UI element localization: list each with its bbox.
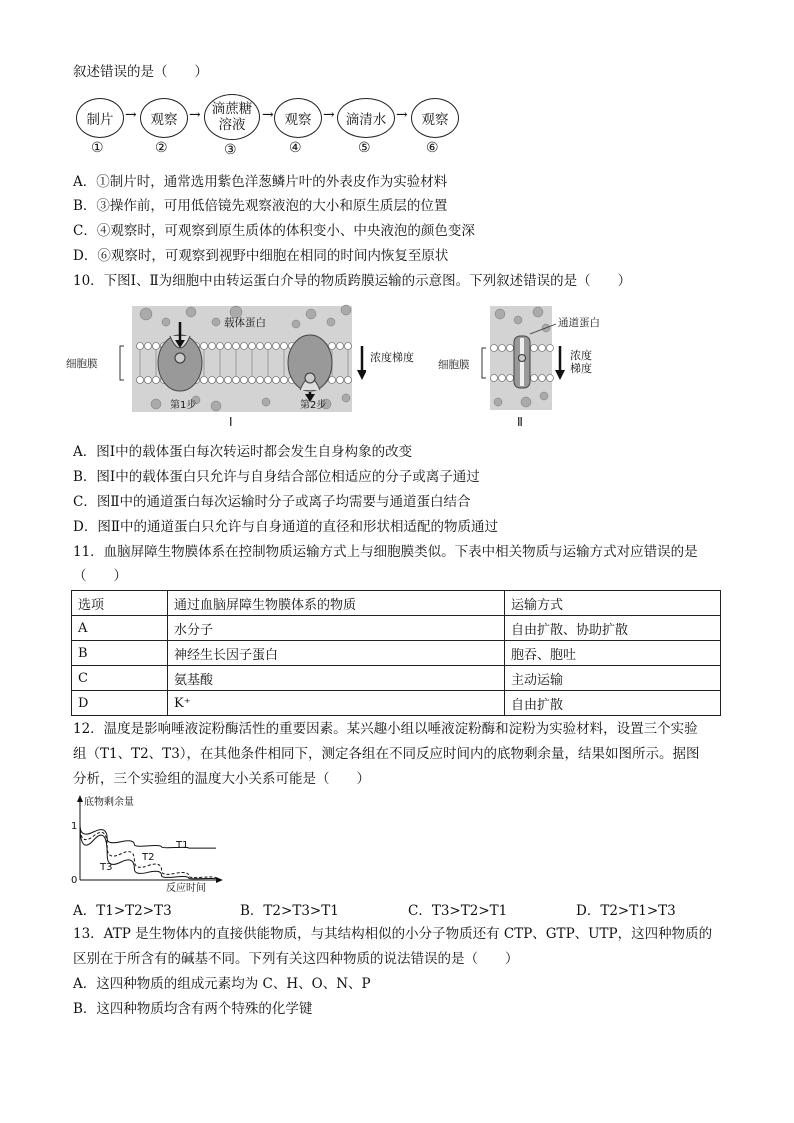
table-header-row bbox=[72, 591, 721, 616]
table-cell: 水分子 bbox=[168, 616, 505, 641]
q12-option-d: D．T2>T1>T3 bbox=[576, 903, 676, 919]
table-cell: 氨基酸 bbox=[168, 666, 505, 691]
q12-line-chart bbox=[66, 792, 236, 894]
table-cell: C bbox=[72, 666, 168, 691]
q12-stem-line1: 12．温度是影响唾液淀粉酶活性的重要因素。某兴趣小组以唾液淀粉酶和淀粉为实验材料，设置三个实验 bbox=[73, 721, 698, 737]
q13-stem-line2: 区别在于所含有的碱基不同。下列有关这四种物质的说法错误的是（ ） bbox=[73, 951, 519, 967]
table-cell: 主动运输 bbox=[505, 666, 721, 691]
arrow-icon: → bbox=[323, 107, 335, 123]
q11-table bbox=[71, 590, 721, 716]
table-row bbox=[72, 691, 721, 716]
q9-option-a: A．①制片时，通常选用紫色洋葱鳞片叶的外表皮作为实验材料 bbox=[73, 174, 448, 190]
q9-option-c: C．④观察时，可观察到原生质体的体积变小、中央液泡的颜色变深 bbox=[73, 223, 475, 239]
table-cell: 神经生长因子蛋白 bbox=[168, 641, 505, 666]
fig1-step2-label: 第2步 bbox=[300, 400, 327, 411]
fig2-gradient-label: 浓度梯度 bbox=[570, 349, 592, 375]
flow-node-1: 制片 bbox=[76, 98, 124, 138]
table-header-cell: 运输方式 bbox=[505, 591, 721, 616]
arrow-icon: → bbox=[396, 107, 408, 123]
q10-option-c: C．图Ⅱ中的通道蛋白每次运输时分子或离子均需要与通道蛋白结合 bbox=[73, 494, 471, 510]
table-cell: D bbox=[72, 691, 168, 716]
flow-num-6: ⑥ bbox=[426, 140, 439, 156]
table-row bbox=[72, 666, 721, 691]
flow-num-4: ④ bbox=[289, 140, 302, 156]
fig1-gradient-label: 浓度梯度 bbox=[370, 351, 414, 364]
fig2-channel-label: 通道蛋白 bbox=[558, 317, 600, 329]
fig1-label: Ⅰ bbox=[229, 415, 233, 429]
membrane-figure-1 bbox=[66, 300, 366, 430]
table-cell: 自由扩散 bbox=[505, 691, 721, 716]
table-cell: 自由扩散、协助扩散 bbox=[505, 616, 721, 641]
series-line-t1 bbox=[80, 825, 216, 848]
table-header-cell: 通过血脑屏障生物膜体系的物质 bbox=[168, 591, 505, 616]
q9-option-d: D．⑥观察时，可观察到视野中细胞在相同的时间内恢复至原状 bbox=[73, 248, 449, 264]
table-cell: K⁺ bbox=[168, 691, 505, 716]
flow-node-2: 观察 bbox=[140, 98, 188, 138]
series-label-t2: T2 bbox=[142, 852, 155, 863]
q13-option-b: B．这四种物质均含有两个特殊的化学键 bbox=[73, 1001, 313, 1017]
arrow-icon: → bbox=[262, 107, 274, 123]
fig1-carrier-label: 载体蛋白 bbox=[224, 317, 266, 329]
flow-num-5: ⑤ bbox=[358, 140, 371, 156]
q12-option-a: A．T1>T2>T3 bbox=[73, 903, 172, 919]
q12-stem-line3: 分析，三个实验组的温度大小关系可能是（ ） bbox=[73, 771, 370, 787]
q12-option-b: B．T2>T3>T1 bbox=[240, 903, 339, 919]
x-axis-label: 反应时间 bbox=[166, 883, 206, 894]
q10-option-d: D．图Ⅱ中的通道蛋白只允许与自身通道的直径和形状相适配的物质通过 bbox=[73, 519, 498, 535]
table-row bbox=[72, 641, 721, 666]
flow-node-6: 观察 bbox=[411, 98, 459, 138]
q10-stem: 10．下图Ⅰ、Ⅱ为细胞中由转运蛋白介导的物质跨膜运输的示意图。下列叙述错误的是（ ） bbox=[73, 273, 632, 289]
q12-option-c: C．T3>T2>T1 bbox=[408, 903, 508, 919]
q12-stem-line2: 组（T1、T2、T3），在其他条件相同下，测定各组在不同反应时间内的底物剩余量，结果如图所示。据图 bbox=[73, 746, 700, 762]
series-label-t3: T3 bbox=[100, 862, 113, 873]
y-tick-label: 1 bbox=[71, 821, 78, 832]
y-tick-label: 0 bbox=[71, 875, 78, 886]
y-axis-label: 底物剩余量 bbox=[84, 797, 134, 808]
fig2-label: Ⅱ bbox=[517, 415, 523, 429]
table-row bbox=[72, 616, 721, 641]
flow-num-3: ③ bbox=[224, 142, 237, 158]
arrow-icon: → bbox=[189, 107, 201, 123]
flow-num-2: ② bbox=[155, 140, 168, 156]
q9-option-b: B．③操作前，可用低倍镜先观察液泡的大小和原生质层的位置 bbox=[73, 198, 448, 214]
q13-option-a: A．这四种物质的组成元素均为 C、H、O、N、P bbox=[73, 976, 371, 992]
fig1-membrane-label: 细胞膜 bbox=[66, 358, 98, 370]
flow-num-1: ① bbox=[91, 140, 104, 156]
arrow-icon: → bbox=[125, 107, 137, 123]
table-header-cell: 选项 bbox=[72, 591, 168, 616]
flow-node-5: 滴清水 bbox=[337, 98, 395, 138]
q10-option-b: B．图Ⅰ中的载体蛋白只允许与自身结合部位相适应的分子或离子通过 bbox=[73, 469, 480, 485]
flow-node-4: 观察 bbox=[274, 98, 322, 138]
table-cell: 胞吞、胞吐 bbox=[505, 641, 721, 666]
q11-stem: 11．血脑屏障生物膜体系在控制物质运输方式上与细胞膜类似。下表中相关物质与运输方式对应错误的是 bbox=[73, 544, 698, 560]
q9-stem-tail: 叙述错误的是（ ） bbox=[73, 64, 208, 80]
q13-stem-line1: 13．ATP 是生物体内的直接供能物质，与其结构相似的小分子物质还有 CTP、GTP、UTP，这四种物质的 bbox=[73, 926, 713, 942]
q10-option-a: A．图Ⅰ中的载体蛋白每次转运时都会发生自身构象的改变 bbox=[73, 444, 413, 460]
table-cell: A bbox=[72, 616, 168, 641]
flow-node-3: 滴蔗糖溶液 bbox=[204, 94, 260, 140]
q11-stem-paren: （ ） bbox=[73, 568, 127, 584]
series-label-t1: T1 bbox=[176, 840, 189, 851]
table-cell: B bbox=[72, 641, 168, 666]
fig2-membrane-label: 细胞膜 bbox=[438, 359, 470, 371]
fig1-step1-label: 第1步 bbox=[170, 400, 197, 411]
